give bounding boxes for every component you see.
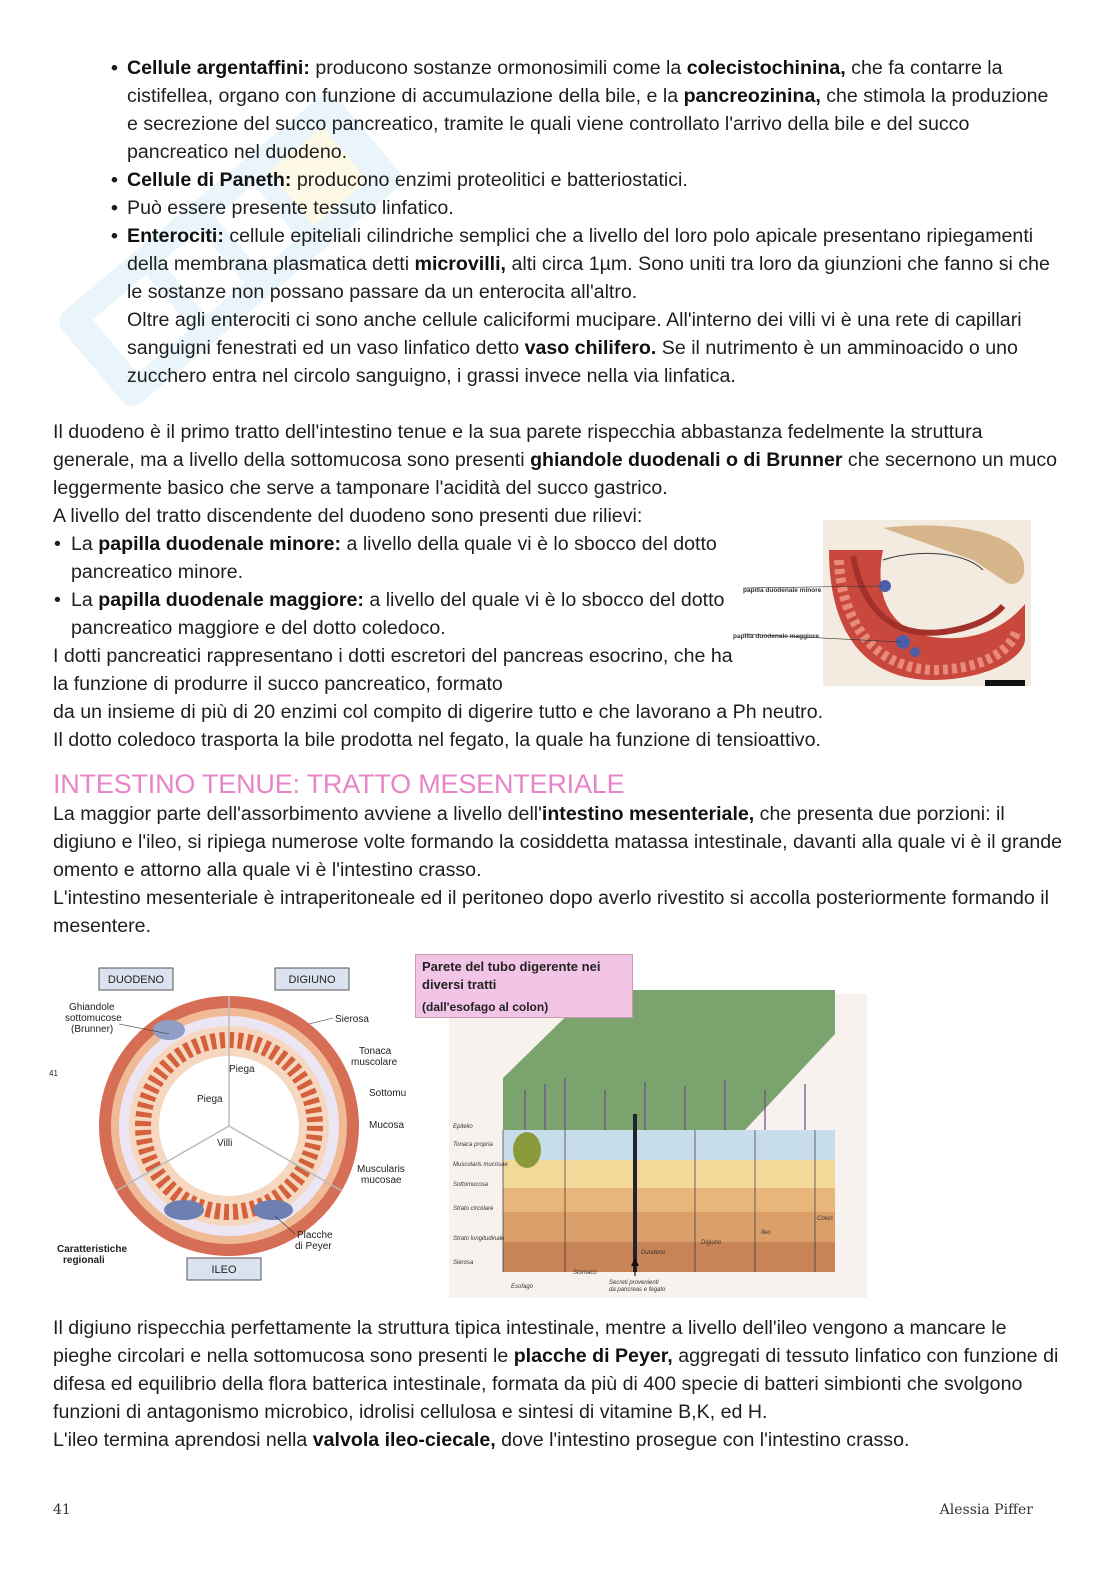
label-colon: Colon bbox=[817, 1216, 833, 1222]
ileo-paragraph: Il digiuno rispecchia perfettamente la struttura tipica intestinale, mentre a livello dell'ileo vengono a mancare le pieghe circolari e nella sottomucosa sono presenti le placche di Peyer, aggregati di tessuto linfatico con funzione di difesa ed equilibrio della flora batterica intestinale, formata da più di 400 specie di batteri simbionti che svolgono funzioni di antagonismo microbico, idrolisi cellulosa e sintesi di vitamine B,K, ed H. bbox=[53, 1317, 1059, 1423]
label-wall-4: Strato circolare bbox=[453, 1206, 494, 1212]
rilievi-intro: A livello del tratto discendente del duodeno sono presenti due rilievi: bbox=[53, 505, 643, 527]
list-item: • Enterociti: cellule epiteliali cilindriche semplici che a livello del loro polo apicale presentano ripiegamenti della membrana plasmatica detti microvilli, alti circa 1µm. Sono uniti tra loro da giunzioni che fanno si che le sostanze non possano passare da un enterocita all'altro. bbox=[127, 222, 1063, 306]
label-ileo: Ileo bbox=[761, 1230, 771, 1236]
box-ileo: ILEO bbox=[211, 1264, 237, 1276]
label-secreti: Secreti provenienti da pancreas e fegato bbox=[609, 1280, 666, 1293]
bold-term: placche di Peyer, bbox=[513, 1345, 673, 1367]
box-digiuno: DIGIUNO bbox=[288, 974, 336, 986]
bold-term: valvola ileo-ciecale, bbox=[312, 1429, 496, 1451]
bold-term: papilla duodenale minore: bbox=[98, 533, 342, 555]
mesenteriale-paragraph-2: L'intestino mesenteriale è intraperitoneale ed il peritoneo dopo averlo rivestito si accolla posteriormente formando il mesentere. bbox=[53, 887, 1049, 937]
figure-caption-title: Parete del tubo digerente nei diversi tratti bbox=[422, 959, 601, 992]
bold-term: intestino mesenteriale, bbox=[541, 803, 755, 825]
side-number: 41 bbox=[49, 1069, 58, 1078]
figure-caption bbox=[415, 954, 633, 1018]
label-digiuno: Digiuno bbox=[701, 1240, 722, 1246]
enterociti-continuation: Oltre agli enterociti ci sono anche cellule caliciformi mucipare. All'interno dei villi vi è una rete di capillari sanguigni fenestrati ed un vaso linfatico detto vaso chilifero. Se il nutrimento è un amminoacido o uno zucchero entra nel circolo sanguigno, i grassi invece nella via linfatica. bbox=[127, 309, 1022, 387]
label-wall-6: Sierosa bbox=[453, 1260, 474, 1266]
duodeno-paragraph: Il duodeno è il primo tratto dell'intestino tenue e la sua parete rispecchia abbastanza fedelmente la struttura generale, ma a livello della sottomucosa sono presenti ghiandole duodenali o di Brunner che secernono un muco leggermente basico che serve a tamponare l'acidità del succo gastrico. bbox=[53, 421, 1058, 499]
label-muscularis: Muscularis mucosae bbox=[357, 1164, 405, 1186]
bold-term: vaso chilifero. bbox=[524, 337, 657, 359]
section-title: INTESTINO TENUE: TRATTO MESENTERIALE bbox=[53, 769, 625, 799]
dotti-paragraph-cont: da un insieme di più di 20 enzimi col compito di digerire tutto e che lavorano a Ph neutro. bbox=[53, 701, 824, 723]
digestive-wall-figure bbox=[415, 954, 867, 1298]
figure-caption-sub: (dall'esofago al colon) bbox=[422, 1000, 549, 1014]
label-piega-2: Piega bbox=[197, 1094, 223, 1105]
bold-term: colecistochinina, bbox=[686, 57, 846, 79]
bold-term: papilla duodenale maggiore: bbox=[98, 589, 364, 611]
label-villi: Villi bbox=[217, 1138, 233, 1149]
label-esofago: Esofago bbox=[511, 1284, 534, 1290]
list-item: • La papilla duodenale minore: a livello della quale vi è lo sbocco del dotto pancreatico minore. bbox=[71, 530, 743, 586]
list-item: • La papilla duodenale maggiore: a livello del quale vi è lo sbocco del dotto pancreatico maggiore e del dotto coledoco. bbox=[71, 586, 743, 642]
list-item: • Cellule argentaffini: producono sostanze ormonosimili come la colecistochinina, che fa contarre la cistifellea, organo con funzione di accumulazione della bile, e la pancreozinina, che stimola la produzione e secrezione del succo pancreatico, tramite le quali viene controllato l'arrivo della bile e del succo pancreatico nel duodeno. bbox=[127, 54, 1063, 166]
item-lead: Enterociti: bbox=[127, 225, 224, 247]
page-number: 41 bbox=[53, 1502, 71, 1518]
bold-term: microvilli, bbox=[414, 253, 506, 275]
box-duodeno: DUODENO bbox=[107, 974, 165, 986]
label-mucosa: Mucosa bbox=[369, 1120, 405, 1131]
list-item: • Può essere presente tessuto linfatico. bbox=[127, 194, 1063, 222]
coledoco-paragraph: Il dotto coledoco trasporta la bile prodotta nel fegato, la quale ha funzione di tensioattivo. bbox=[53, 729, 821, 751]
label-sierosa: Sierosa bbox=[335, 1014, 369, 1025]
item-lead: Cellule argentaffini: bbox=[127, 57, 310, 79]
label-stomaco: Stomaco bbox=[573, 1270, 597, 1276]
valvola-paragraph: L'ileo termina aprendosi nella valvola ileo-ciecale, dove l'intestino prosegue con l'intestino crasso. bbox=[53, 1429, 910, 1451]
cell-types-list bbox=[53, 54, 1063, 306]
label-wall-2: Muscularis mucosae bbox=[453, 1162, 508, 1168]
label-wall-3: Sottomucosa bbox=[453, 1182, 489, 1188]
label-caratteristiche: Caratteristiche regionali bbox=[57, 1244, 128, 1266]
bold-term: pancreozinina, bbox=[683, 85, 821, 107]
label-wall-5: Strato longitudinale bbox=[453, 1236, 505, 1242]
page-footer bbox=[53, 1496, 1033, 1520]
item-lead: Cellule di Paneth: bbox=[127, 169, 292, 191]
label-wall-0: Epitelio bbox=[453, 1124, 473, 1130]
duodeno-section bbox=[53, 418, 1063, 754]
label-papilla-maggiore: papilla duodenale maggiore bbox=[733, 633, 819, 640]
label-sottomu: Sottomu bbox=[369, 1088, 407, 1099]
label-piega-1: Piega bbox=[229, 1064, 255, 1075]
label-tonaca: Tonaca muscolare bbox=[351, 1046, 398, 1068]
bold-term: ghiandole duodenali o di Brunner bbox=[530, 449, 843, 471]
figures-row bbox=[49, 954, 1063, 1314]
dotti-paragraph: I dotti pancreatici rappresentano i dotti escretori del pancreas esocrino, che ha la funzione di produrre il succo pancreatico, formato bbox=[53, 645, 733, 695]
page-content bbox=[49, 54, 1063, 1454]
list-item: • Cellule di Paneth: producono enzimi proteolitici e batteriostatici. bbox=[127, 166, 1063, 194]
label-placche: Placche di Peyer bbox=[295, 1230, 333, 1252]
duodenum-figure bbox=[733, 520, 1031, 686]
label-wall-1: Tonaca propria bbox=[453, 1142, 493, 1148]
label-ghiandole: Ghiandole sottomucose (Brunner) bbox=[65, 1002, 122, 1035]
mesenteriale-paragraph-1: La maggior parte dell'assorbimento avviene a livello dell'intestino mesenteriale, che presenta due porzioni: il digiuno e l'ileo, si ripiega numerose volte formando la cosiddetta matassa intestinale, davanti alla quale vi è il grande omento e attorno alla quale vi è l'intestino crasso. bbox=[53, 803, 1063, 881]
label-papilla-minore: papilla duodenale minore bbox=[743, 587, 822, 594]
label-duodeno: Duodeno bbox=[641, 1250, 666, 1256]
author-name: Alessia Piffer bbox=[939, 1502, 1033, 1518]
papille-list bbox=[53, 530, 743, 642]
intestine-cross-section-figure bbox=[49, 958, 415, 1288]
